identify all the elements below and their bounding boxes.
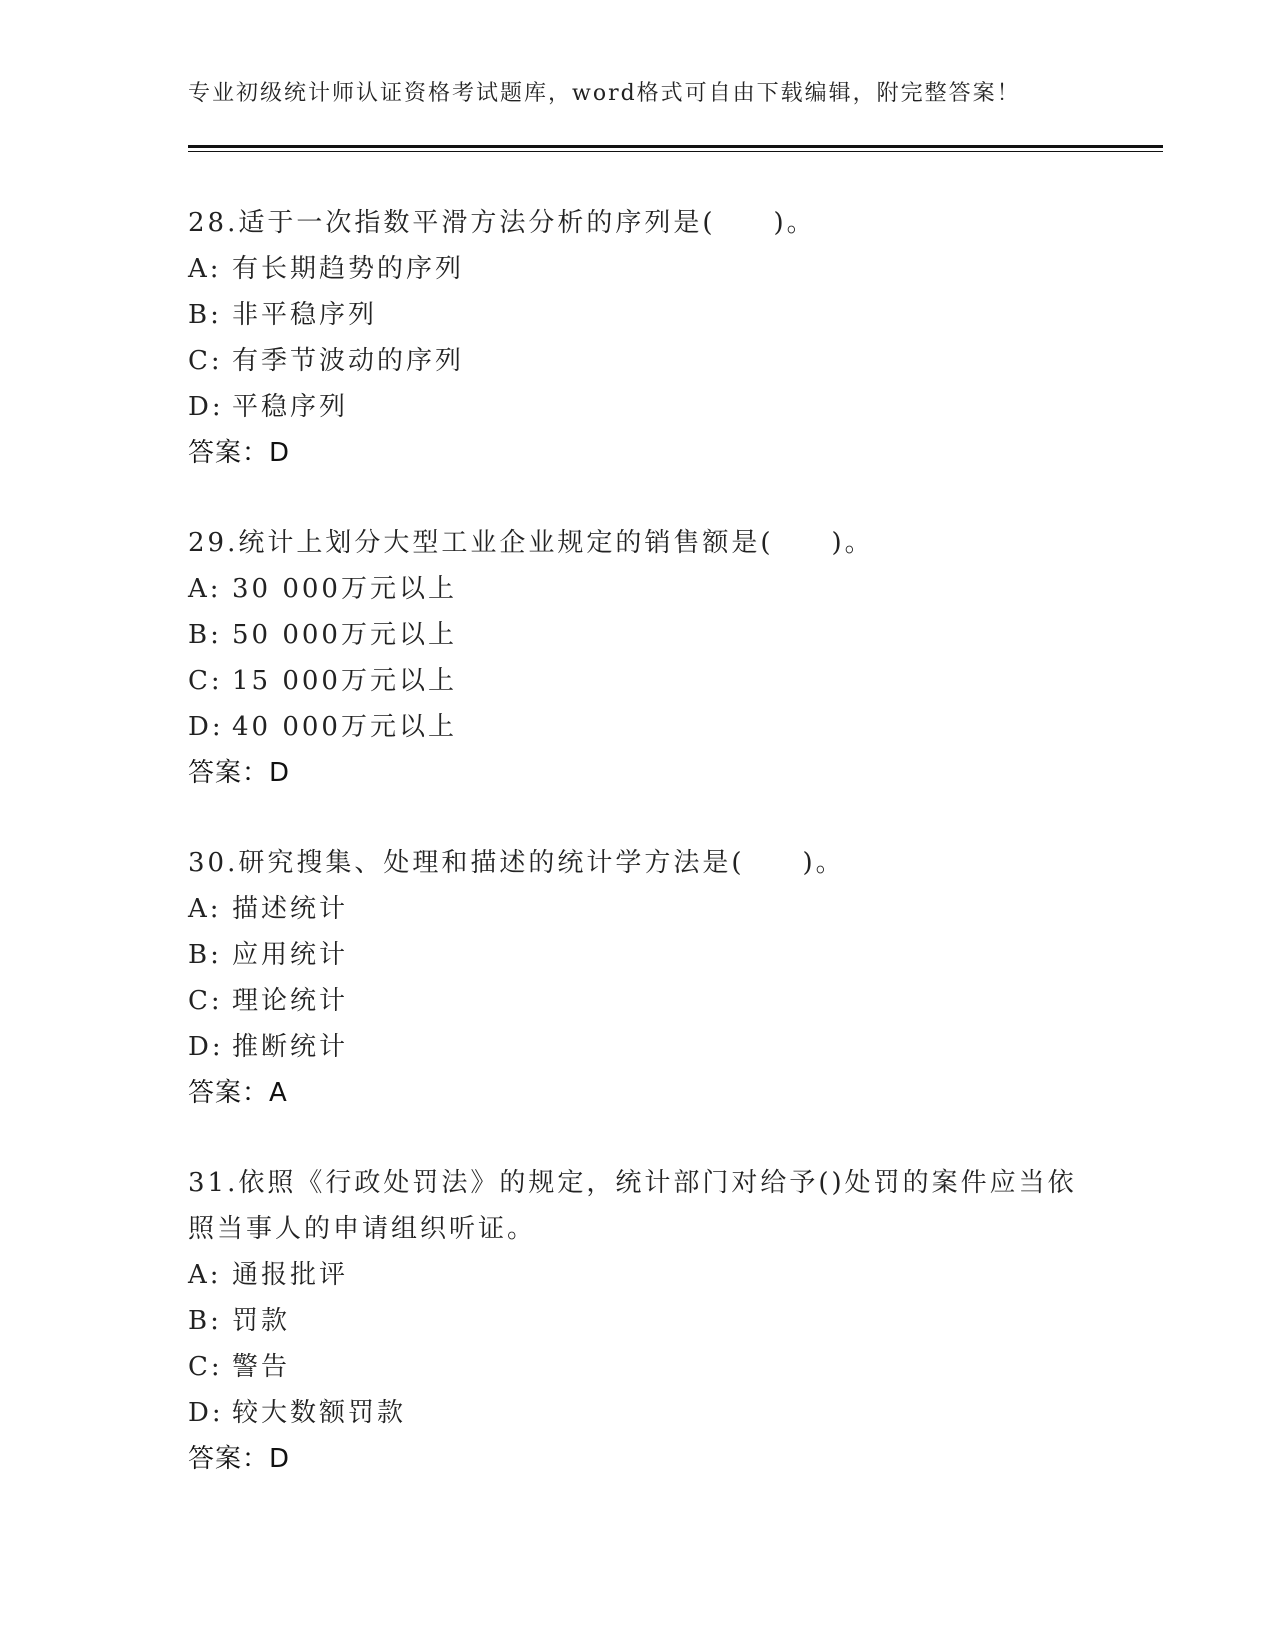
question-29 [188,520,1088,796]
option-label: B: [188,1306,222,1336]
option-text: 推断统计 [232,1032,349,1062]
option-d [188,704,1088,750]
option-label: B: [188,300,222,330]
option-label: D: [188,712,224,742]
answer-line: 答案：D [188,438,291,468]
option-text: 非平稳序列 [232,300,378,330]
option-label: C: [188,1352,223,1382]
option-text: 平稳序列 [232,392,349,422]
header-rule-thick [188,145,1163,148]
option-text: 有长期趋势的序列 [232,254,465,284]
question-stem: 31.依照《行政处罚法》的规定，统计部门对给予()处罚的案件应当依 [188,1168,1077,1198]
option-label: D: [188,1398,224,1428]
option-c [188,978,1088,1024]
option-text: 警告 [232,1352,291,1382]
option-label: D: [188,1032,224,1062]
option-a [188,246,1088,292]
option-text: 理论统计 [232,986,349,1016]
option-text: 描述统计 [232,894,349,924]
option-text: 罚款 [232,1306,291,1336]
option-b [188,612,1088,658]
option-a [188,566,1088,612]
option-label: A: [188,894,222,924]
option-b [188,932,1088,978]
option-text: 较大数额罚款 [232,1398,407,1428]
question-31 [188,1160,1088,1482]
option-label: B: [188,620,222,650]
option-label: A: [188,1260,222,1290]
option-text: 30 000万元以上 [232,574,457,604]
option-c [188,1344,1088,1390]
option-label: C: [188,986,223,1016]
answer-line: 答案：D [188,758,291,788]
option-label: C: [188,346,223,376]
option-b [188,1298,1088,1344]
question-stem-continued: 照当事人的申请组织听证。 [188,1214,537,1244]
option-text: 有季节波动的序列 [232,346,465,376]
option-text: 50 000万元以上 [232,620,457,650]
option-b [188,292,1088,338]
option-d [188,384,1088,430]
header-rule-thin [188,151,1163,152]
option-label: B: [188,940,222,970]
answer-line: 答案：A [188,1078,288,1108]
option-d [188,1390,1088,1436]
question-28 [188,200,1088,476]
question-stem: 29.统计上划分大型工业企业规定的销售额是( )。 [188,528,874,558]
option-text: 通报批评 [232,1260,349,1290]
option-label: D: [188,392,224,422]
document-header: 专业初级统计师认证资格考试题库，word格式可自由下载编辑，附完整答案！ [188,81,1021,106]
question-30 [188,840,1088,1116]
option-d [188,1024,1088,1070]
option-a [188,886,1088,932]
option-a [188,1252,1088,1298]
option-text: 应用统计 [232,940,349,970]
answer-line: 答案：D [188,1444,291,1474]
option-c [188,658,1088,704]
option-label: C: [188,666,223,696]
option-text: 40 000万元以上 [232,712,457,742]
option-label: A: [188,254,222,284]
question-stem: 30.研究搜集、处理和描述的统计学方法是( )。 [188,848,845,878]
option-label: A: [188,574,222,604]
option-c [188,338,1088,384]
option-text: 15 000万元以上 [232,666,457,696]
question-stem: 28.适于一次指数平滑方法分析的序列是( )。 [188,208,816,238]
